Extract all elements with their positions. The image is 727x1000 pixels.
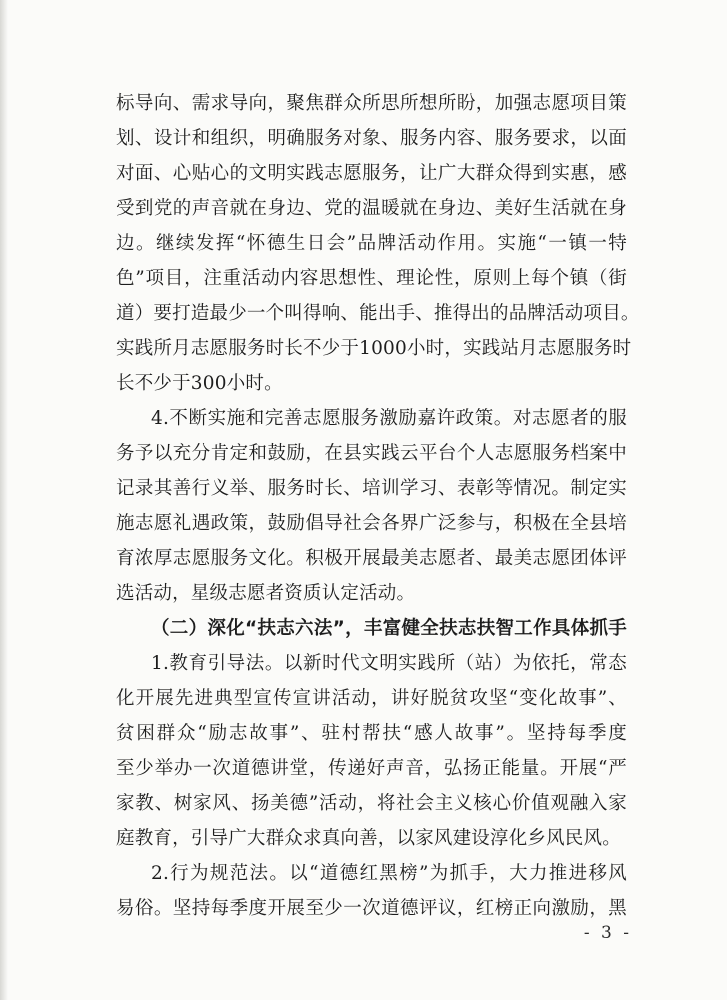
paragraph-line: 实践所月志愿服务时长不少于1000小时，实践站月志愿服务时 (116, 338, 632, 359)
paragraph-line: 道）要打造最少一个叫得响、能出手、推得出的品牌活动项目。 (116, 303, 640, 324)
paragraph-line: 化开展先进典型宣传宣讲活动，讲好脱贫攻坚“变化故事”、 (116, 688, 627, 709)
paragraph-line: 育浓厚志愿服务文化。积极开展最美志愿者、最美志愿团体评 (116, 548, 627, 569)
paragraph-line: 务予以充分肯定和鼓励，在县实践云平台个人志愿服务档案中 (116, 443, 627, 464)
paragraph-line: 对面、心贴心的文明实践志愿服务，让广大群众得到实惠，感 (116, 163, 627, 184)
paragraph-line: 贫困群众“励志故事”、驻村帮扶“感人故事”。坚持每季度 (116, 723, 627, 744)
paragraph-line: 标导向、需求导向，聚焦群众所思所想所盼，加强志愿项目策 (116, 93, 627, 114)
paragraph-line: 划、设计和组织，明确服务对象、服务内容、服务要求，以面 (116, 128, 627, 149)
paragraph-first-line: 4.不断实施和完善志愿服务激励嘉许政策。对志愿者的服 (151, 408, 627, 429)
paragraph-line: 至少举办一次道德讲堂，传递好声音，弘扬正能量。开展“严 (116, 758, 627, 779)
paragraph-line: 色”项目，注重活动内容思想性、理论性，原则上每个镇（街 (116, 268, 627, 289)
paragraph-first-line: 1.教育引导法。以新时代文明实践所（站）为依托，常态 (151, 653, 627, 674)
paragraph-line: 易俗。坚持每季度开展至少一次道德评议，红榜正向激励，黑 (116, 898, 627, 919)
paragraph-line: 边。继续发挥“怀德生日会”品牌活动作用。实施“一镇一特 (116, 233, 627, 254)
paragraph-line: 长不少于300小时。 (116, 373, 283, 394)
paragraph-first-line: 2.行为规范法。以“道德红黑榜”为抓手，大力推进移风 (151, 863, 627, 884)
paragraph-line: 选活动，星级志愿者资质认定活动。 (116, 583, 416, 604)
paragraph-line: 记录其善行义举、服务时长、培训学习、表彰等情况。制定实 (116, 478, 627, 499)
paragraph-line: 施志愿礼遇政策，鼓励倡导社会各界广泛参与，积极在全县培 (116, 513, 627, 534)
section-heading: （二）深化“扶志六法”，丰富健全扶志扶智工作具体抓手 (151, 618, 627, 639)
page-number: - 3 - (583, 923, 632, 943)
paragraph-line: 庭教育，引导广大群众求真向善，以家风建设淳化乡风民风。 (116, 828, 621, 849)
paragraph-line: 受到党的声音就在身边、党的温暖就在身边、美好生活就在身 (116, 198, 627, 219)
paragraph-line: 家教、树家风、扬美德”活动，将社会主义核心价值观融入家 (116, 793, 627, 814)
